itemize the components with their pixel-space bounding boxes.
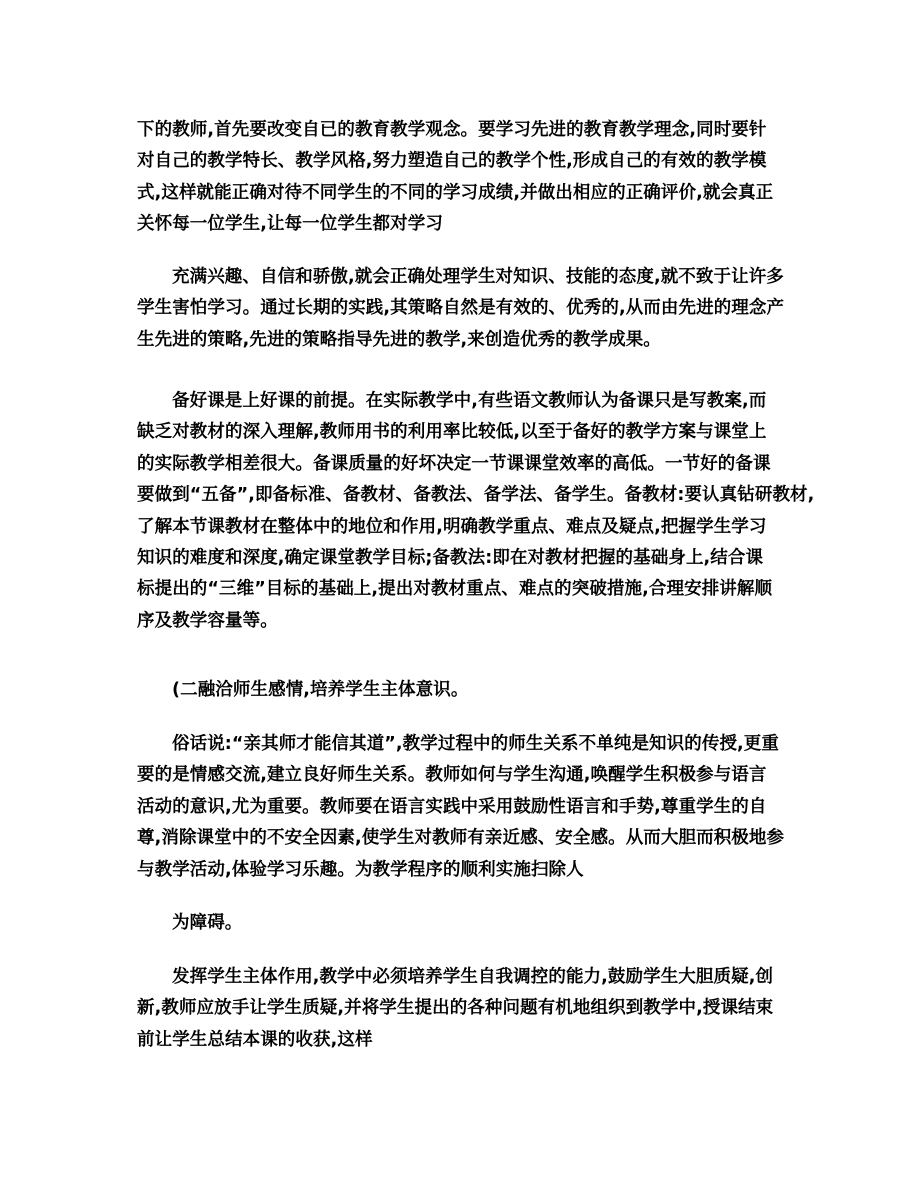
text-line: 要的是情感交流,建立良好师生关系。教师如何与学生沟通,唤醒学生积极参与语言: [137, 765, 767, 786]
text-line: 备好课是上好课的前提。在实际教学中,有些语文教师认为备课只是写教案,而: [172, 391, 767, 411]
text-line: 的实际教学相差很大。备课质量的好坏决定一节课课堂效率的高低。一节好的备课: [137, 453, 771, 474]
paragraph-emotional-exchange: [137, 729, 787, 886]
text-line: 学生害怕学习。通过长期的实践,其策略自然是有效的、优秀的,从而由先进的理念产: [137, 298, 785, 319]
text-line: 与教学活动,体验学习乐趣。为教学程序的顺利实施扫除人: [137, 859, 584, 880]
text-line: 了解本节课教材在整体中的地位和作用,明确教学重点、难点及疑点,把握学生学习: [137, 516, 767, 537]
paragraph-student-interest: [137, 262, 787, 356]
text-line: 发挥学生主体作用,教学中必须培养学生自我调控的能力,鼓励学生大胆质疑,创: [172, 967, 774, 987]
text-line: 生先进的策略,先进的策略指导先进的教学,来创造优秀的教学成果。: [137, 329, 661, 350]
text-line: 序及教学容量等。: [137, 610, 278, 631]
text-line: 关怀每一位学生,让每一位学生都对学习: [137, 214, 443, 235]
text-line: 知识的难度和深度,确定课堂教学目标;备教法:即在对教材把握的基础身上,结合课: [137, 547, 764, 568]
text-line: 充满兴趣、自信和骄傲,就会正确处理学生对知识、技能的态度,就不致于让许多: [172, 267, 784, 287]
text-line: 标提出的“三维”目标的基础上,提出对教材重点、难点的突破措施,合理安排讲解顺: [137, 579, 773, 600]
text-line: 尊,消除课堂中的不安全因素,使学生对教师有亲近感、安全感。从而大胆而积极地参: [137, 828, 785, 849]
text-line: 前让学生总结本课的收获,这样: [137, 1029, 373, 1050]
paragraph-student-agency: [137, 962, 787, 1056]
paragraph-obstacles: [137, 908, 787, 939]
text-line: 缺乏对教材的深入理解,教师用书的利用率比较低,以至于备好的教学方案与课堂上: [137, 422, 767, 443]
text-line: 为障碍。: [172, 913, 243, 933]
section-heading-teacher-student-relations: [137, 675, 787, 706]
text-line: 活动的意识,尤为重要。教师要在语言实践中采用鼓励性语言和手势,尊重学生的自: [137, 796, 767, 817]
paragraph-lesson-preparation: [137, 386, 815, 637]
text-line: 俗话说:“亲其师才能信其道”,教学过程中的师生关系不单纯是知识的传授,更重: [172, 734, 779, 754]
text-line: 式,这样就能正确对待不同学生的不同的学习成绩,并做出相应的正确评价,就会真正: [137, 182, 774, 203]
text-line: 要做到“五备”,即备标准、备教材、备教法、备学法、备学生。备教材:要认真钻研教材,: [137, 485, 815, 506]
text-line: (二融洽师生感情,培养学生主体意识。: [172, 680, 469, 700]
paragraph-teacher-concepts: [137, 115, 787, 241]
text-line: 下的教师,首先要改变自已的教育教学观念。要学习先进的教育教学理念,同时要针: [137, 120, 767, 140]
text-line: 对自己的教学特长、教学风格,努力塑造自己的教学个性,形成自己的有效的教学模: [137, 151, 767, 172]
text-line: 新,教师应放手让学生质疑,并将学生提出的各种问题有机地组织到教学中,授课结束: [137, 998, 774, 1019]
